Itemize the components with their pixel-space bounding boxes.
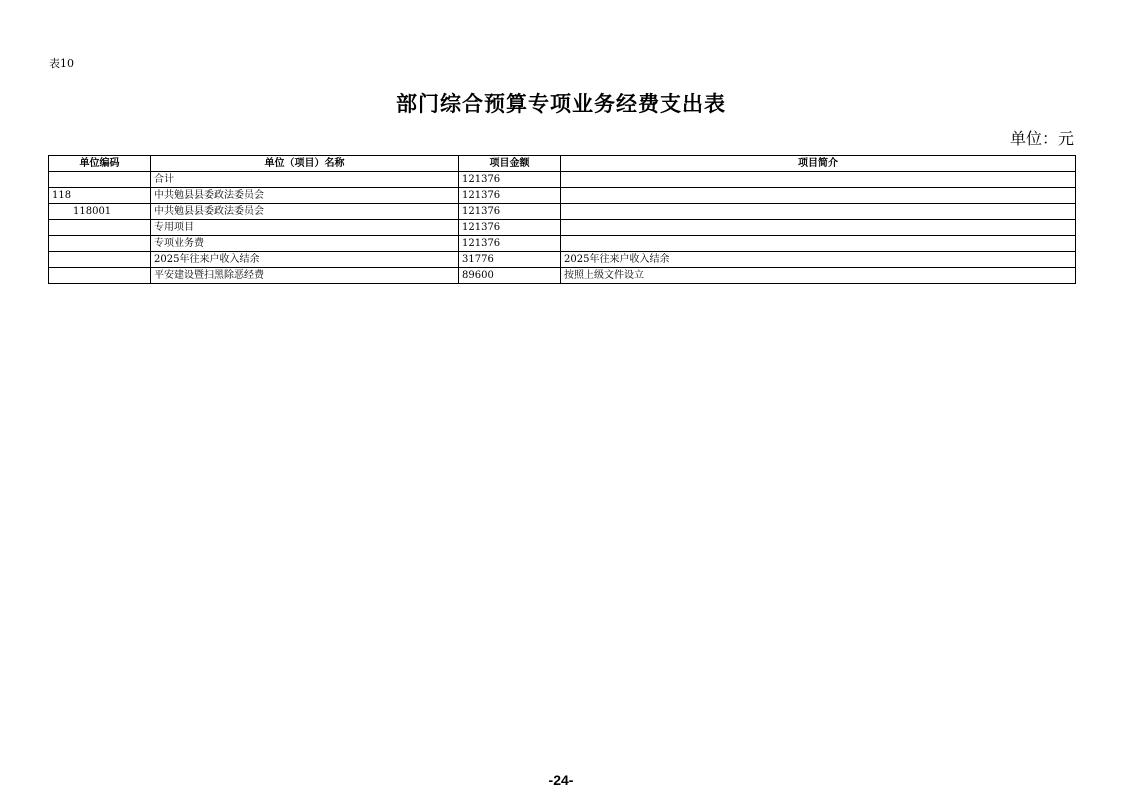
cell-name: 2025年往来户收入结余	[151, 252, 459, 268]
cell-intro	[561, 236, 1076, 252]
cell-intro	[561, 220, 1076, 236]
cell-amount: 121376	[459, 220, 561, 236]
cell-code	[49, 172, 151, 188]
table-row	[49, 252, 1076, 268]
cell-name: 中共勉县县委政法委员会	[151, 204, 459, 220]
cell-code	[49, 220, 151, 236]
cell-code: 118	[49, 188, 151, 204]
column-header-code: 单位编码	[49, 156, 151, 172]
column-header-amount: 项目金额	[459, 156, 561, 172]
cell-intro	[561, 204, 1076, 220]
cell-amount: 89600	[459, 268, 561, 284]
cell-intro	[561, 188, 1076, 204]
table-header-row	[49, 156, 1076, 172]
cell-intro: 2025年往来户收入结余	[561, 252, 1076, 268]
table-row	[49, 172, 1076, 188]
column-header-intro: 项目简介	[561, 156, 1076, 172]
budget-table	[48, 155, 1076, 284]
table-row	[49, 236, 1076, 252]
column-header-name: 单位（项目）名称	[151, 156, 459, 172]
table-number: 表10	[49, 57, 74, 70]
cell-code: 118001	[49, 204, 151, 220]
cell-code	[49, 252, 151, 268]
cell-intro: 按照上级文件设立	[561, 268, 1076, 284]
cell-name: 合计	[151, 172, 459, 188]
table-row	[49, 188, 1076, 204]
cell-amount: 121376	[459, 172, 561, 188]
cell-intro	[561, 172, 1076, 188]
cell-amount: 31776	[459, 252, 561, 268]
table-row	[49, 204, 1076, 220]
cell-amount: 121376	[459, 204, 561, 220]
page-title: 部门综合预算专项业务经费支出表	[396, 91, 726, 116]
cell-name: 专用项目	[151, 220, 459, 236]
table-row	[49, 268, 1076, 284]
cell-name: 平安建设暨扫黑除恶经费	[151, 268, 459, 284]
table-row	[49, 220, 1076, 236]
unit-label: 单位：元	[1009, 129, 1074, 148]
page-number: -24-	[548, 772, 574, 788]
cell-name: 专项业务费	[151, 236, 459, 252]
cell-amount: 121376	[459, 188, 561, 204]
cell-amount: 121376	[459, 236, 561, 252]
cell-name: 中共勉县县委政法委员会	[151, 188, 459, 204]
cell-code	[49, 268, 151, 284]
cell-code	[49, 236, 151, 252]
